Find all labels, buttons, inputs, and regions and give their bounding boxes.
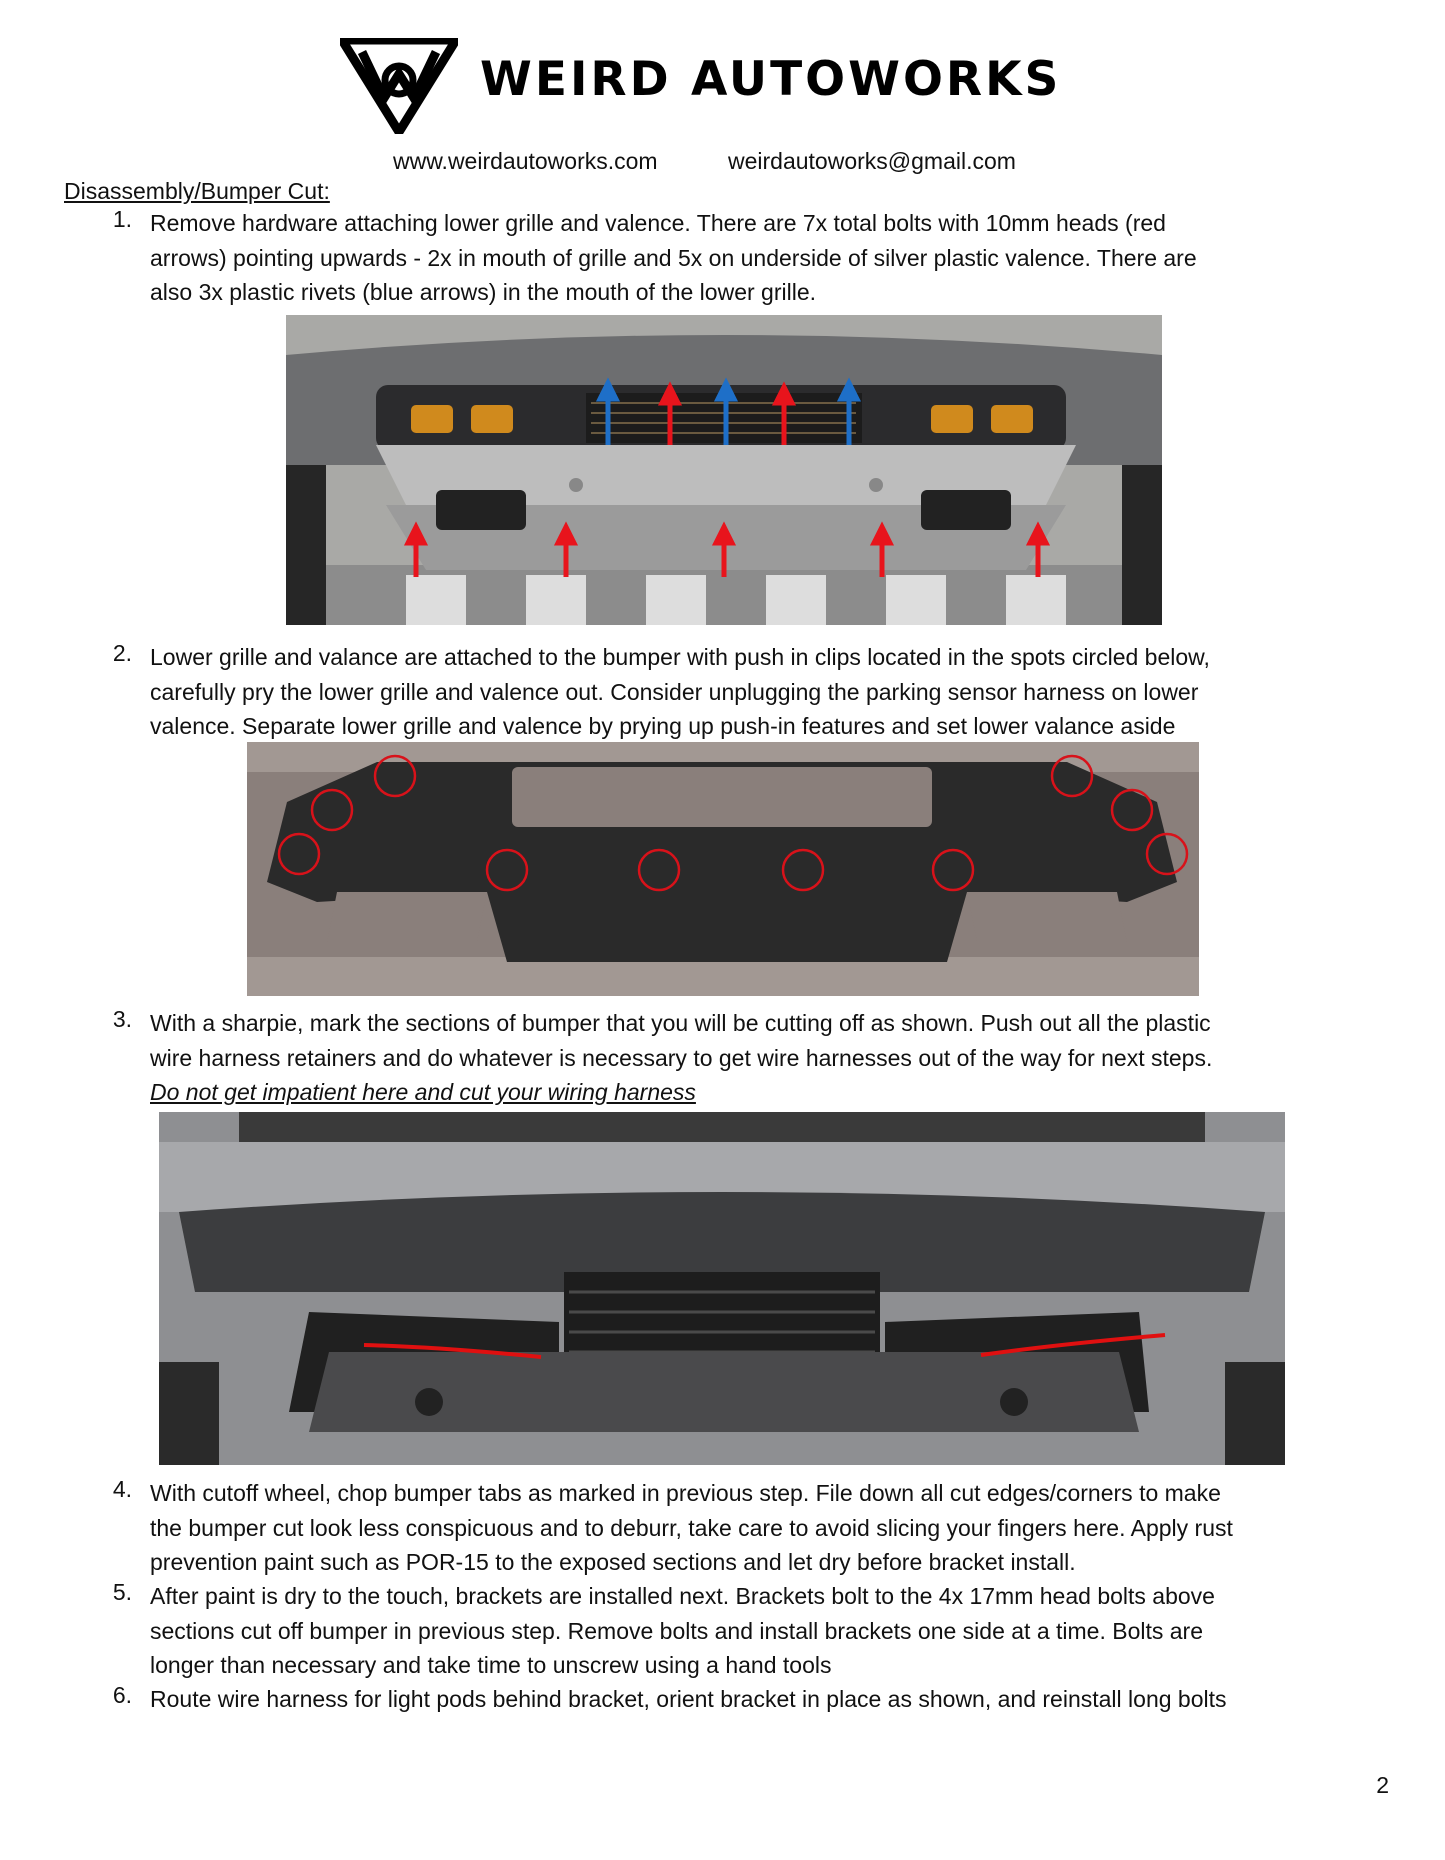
website-link[interactable]: www.weirdautoworks.com	[393, 148, 658, 174]
step-number: 4.	[112, 1476, 132, 1502]
step-line: After paint is dry to the touch, brackets are installed next. Brackets bolt to the 4x 17mm head bolts above	[150, 1583, 1215, 1609]
brand-logo-mark	[340, 38, 458, 134]
step-number: 2.	[112, 640, 132, 666]
step-line: arrows) pointing upwards - 2x in mouth of grille and 5x on underside of silver plastic valence. There are	[150, 244, 1197, 271]
step-3-text	[150, 1006, 1390, 1110]
step-5-text	[150, 1579, 1390, 1683]
step-line: also 3x plastic rivets (blue arrows) in the mouth of the lower grille.	[150, 279, 817, 305]
warning-note: Do not get impatient here and cut your wiring harness	[150, 1079, 696, 1105]
step-line: Remove hardware attaching lower grille and valence. There are 7x total bolts with 10mm heads (red	[150, 210, 1166, 236]
brand-name: WEIRD AUTOWORKS	[480, 52, 1062, 107]
section-title: Disassembly/Bumper Cut:	[64, 178, 330, 204]
step-number: 6.	[112, 1682, 132, 1708]
step-2-text	[150, 640, 1390, 744]
step-number: 3.	[112, 1006, 132, 1032]
step-number: 1.	[112, 206, 132, 232]
step-line: carefully pry the lower grille and valence out. Consider unplugging the parking sensor harness on lower	[150, 678, 1199, 705]
step-line: With a sharpie, mark the sections of bumper that you will be cutting off as shown. Push out all the plastic	[150, 1010, 1211, 1036]
step-line: Route wire harness for light pods behind bracket, orient bracket in place as shown, and reinstall long bolts	[150, 1686, 1227, 1712]
step-line: valence. Separate lower grille and valence by prying up push-in features and set lower valance aside	[150, 713, 1176, 739]
step-4-text	[150, 1476, 1390, 1580]
step-line: the bumper cut look less conspicuous and to deburr, take care to avoid slicing your fingers here. Apply rust	[150, 1514, 1233, 1541]
photo-bumper-cut-marks	[159, 1112, 1285, 1465]
step-line: prevention paint such as POR-15 to the exposed sections and let dry before bracket install.	[150, 1549, 1076, 1575]
email-link[interactable]: weirdautoworks@gmail.com	[728, 148, 1016, 174]
photo-grille-arrows	[286, 315, 1162, 625]
step-6-text	[150, 1682, 1390, 1717]
step-line: longer than necessary and take time to unscrew using a hand tools	[150, 1652, 832, 1678]
page-number: 2	[1376, 1772, 1389, 1798]
step-number: 5.	[112, 1579, 132, 1605]
step-line: sections cut off bumper in previous step. Remove bolts and install brackets one side at a time. Bolts are	[150, 1617, 1204, 1644]
step-1-text	[150, 206, 1390, 310]
step-line: Lower grille and valance are attached to the bumper with push in clips located in the spots circled below,	[150, 644, 1210, 670]
step-line: With cutoff wheel, chop bumper tabs as marked in previous step. File down all cut edges/corners to make	[150, 1480, 1221, 1506]
photo-clip-locations	[247, 742, 1199, 996]
step-line: wire harness retainers and do whatever is necessary to get wire harnesses out of the way for next steps.	[150, 1044, 1213, 1071]
